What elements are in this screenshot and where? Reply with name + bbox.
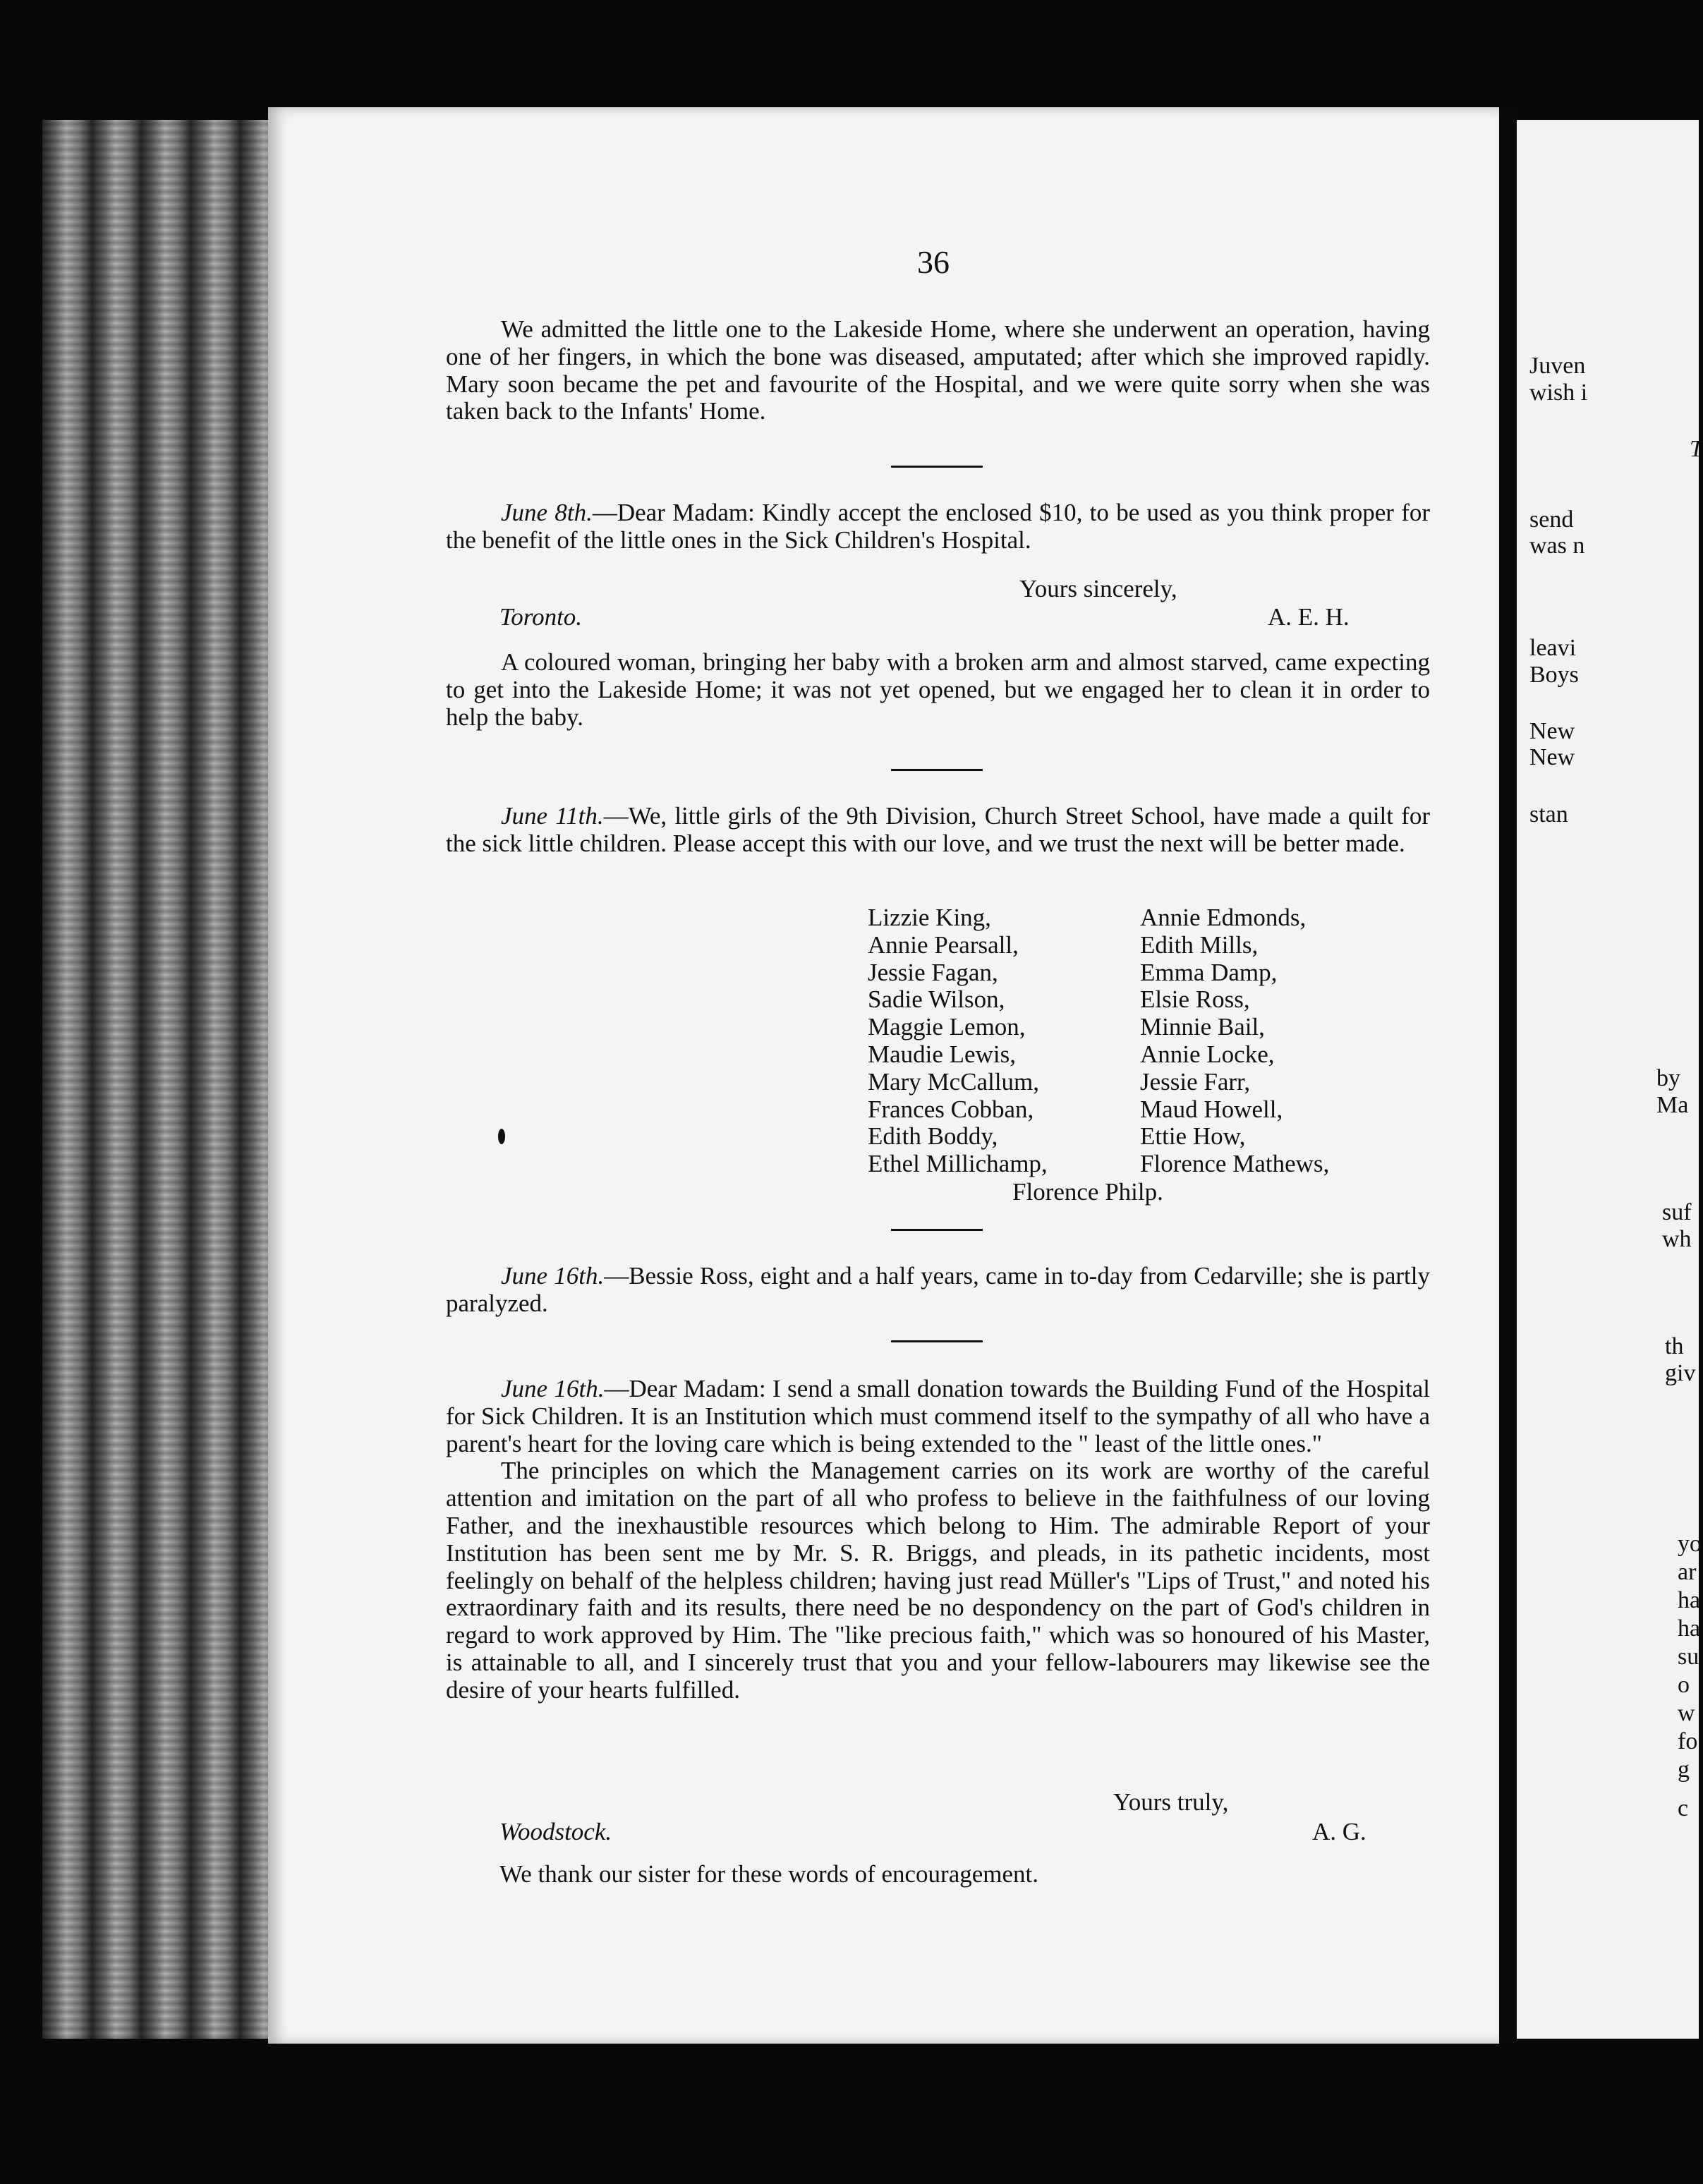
entry-june-11 — [446, 803, 1430, 858]
name: Maudie Lewis, — [868, 1040, 1016, 1068]
fragment-line: yo — [1678, 1531, 1702, 1557]
fragment-line: fo — [1678, 1728, 1698, 1754]
name: Annie Locke, — [1140, 1040, 1275, 1068]
fragment-line: leavi — [1529, 635, 1577, 661]
book-page-edges — [42, 120, 275, 2039]
name: Annie Pearsall, — [868, 930, 1019, 959]
entry-text: —We, little girls of the 9th Division, Church Street School, have made a quilt for the sick little children. Please accept this with our love, and we trust the next will be better made. — [446, 802, 1430, 857]
ink-spot — [498, 1129, 505, 1144]
fragment-line: wh — [1662, 1226, 1692, 1252]
names-column-right — [1140, 904, 1329, 1178]
fragment-line: New — [1529, 744, 1575, 770]
entry-text: —Dear Madam: Kindly accept the enclosed $10, to be used as you think proper for the benefit of the little ones in the Sick Children's Hospital. — [446, 499, 1431, 554]
name: Emma Damp, — [1140, 958, 1278, 986]
fragment-line: send — [1529, 506, 1574, 533]
name: Lizzie King, — [868, 904, 991, 931]
page-number: 36 — [917, 244, 950, 280]
place: Woodstock. — [499, 1818, 612, 1845]
entry-date: June 16th. — [501, 1262, 605, 1290]
fragment-line: o — [1678, 1672, 1690, 1698]
name: Maggie Lemon, — [868, 1013, 1026, 1041]
entry-june-16-bessie — [446, 1263, 1430, 1318]
book-gutter — [1499, 107, 1517, 2044]
name: Jessie Fagan, — [868, 958, 998, 986]
entry-date: June 16th. — [501, 1375, 605, 1402]
fragment-line: w — [1678, 1700, 1695, 1726]
fragment-line: New — [1529, 718, 1575, 744]
entry-date: June 11th. — [501, 802, 604, 830]
name: Minnie Bail, — [1140, 1013, 1265, 1041]
name: Florence Mathews, — [1140, 1150, 1330, 1178]
fragment-line: suf — [1662, 1199, 1692, 1225]
name: Annie Edmonds, — [1140, 904, 1307, 931]
paragraph-coloured-woman — [446, 649, 1430, 731]
entry-text: —Bessie Ross, eight and a half years, came in to-day from Cedarville; she is partly paralyzed. — [446, 1262, 1430, 1317]
name: Edith Boddy, — [868, 1122, 998, 1151]
name: Mary McCallum, — [868, 1067, 1040, 1096]
fragment-line: Boys — [1529, 662, 1579, 688]
fragment-line: wish i — [1529, 380, 1588, 406]
name: Elsie Ross, — [1140, 985, 1250, 1014]
fragment-line: Juven — [1529, 353, 1586, 379]
fragment-line: was n — [1529, 533, 1585, 559]
fragment-line: ar — [1678, 1559, 1697, 1585]
closing: Yours truly, — [1113, 1788, 1229, 1816]
signature: A. E. H. — [1268, 603, 1350, 631]
adjacent-page-fragment — [1517, 120, 1703, 2039]
fragment-line: T — [1690, 436, 1703, 462]
name-last: Florence Philp. — [1012, 1178, 1163, 1206]
signature: A. G. — [1312, 1818, 1366, 1845]
name: Sadie Wilson, — [868, 985, 1005, 1014]
paragraph-text: The principles on which the Management carries on its work are worthy of the careful attention and imitation on the part of all who profess to believe in the faithfulness of our loving Father, and the inexhaustible resources which belong to Him. The admirable Report of your Institution has been sent me by Mr. S. R. Briggs, and pleads, in its pathetic incidents, most feelingly on behalf of the helpless children; having just read Müller's "Lips of Trust," and noted his extraordinary faith and its results, there need be no despondency on the part of God's children in regard to work approved by Him. The "like precious faith," which was so honoured of his Master, is attainable to all, and I sincerely trust that you and your fellow-labourers may likewise see the desire of your hearts fulfilled. — [446, 1457, 1430, 1704]
fragment-line: by — [1656, 1065, 1680, 1091]
name: Ettie How, — [1140, 1122, 1246, 1151]
closing: Yours sincerely, — [1019, 575, 1177, 602]
place: Toronto. — [499, 603, 583, 631]
final-line: We thank our sister for these words of encouragement. — [499, 1860, 1039, 1888]
name: Edith Mills, — [1140, 930, 1259, 959]
fragment-line: g — [1678, 1757, 1690, 1783]
paragraph-text: We admitted the little one to the Lakeside Home, where she underwent an operation, having one of her fingers, in which the bone was diseased, amputated; after which she improved rapidly. Mary soon became the pet and favourite of the Hospital, and we were quite sorry when she was taken back to the Infants' Home. — [446, 315, 1430, 425]
entry-date: June 8th. — [501, 499, 593, 526]
section-divider — [891, 466, 983, 468]
name: Jessie Farr, — [1140, 1067, 1251, 1096]
section-divider — [891, 769, 983, 771]
fragment-line: ha — [1678, 1615, 1701, 1642]
name: Ethel Millichamp, — [868, 1150, 1048, 1178]
name: Maud Howell, — [1140, 1095, 1283, 1123]
entry-june-8 — [446, 499, 1430, 554]
entry-text: —Dear Madam: I send a small donation towards the Building Fund of the Hospital for Sick Children. It is an Institution which must commend itself to the sympathy of all who have a parent's heart for the loving care which is being extended to the " least of the little ones." — [446, 1375, 1430, 1457]
section-divider — [891, 1340, 983, 1342]
fragment-line: stan — [1529, 801, 1568, 827]
fragment-line: giv — [1665, 1360, 1696, 1386]
fragment-line: c — [1678, 1795, 1689, 1821]
fragment-line: su — [1678, 1644, 1699, 1670]
paragraph-text: A coloured woman, bringing her baby with a broken arm and almost starved, came expecting to get into the Lakeside Home; it was not yet opened, but we engaged her to clean it in order to help the baby. — [446, 648, 1430, 731]
section-divider — [891, 1229, 983, 1231]
paragraph-lakeside-home — [446, 316, 1430, 425]
entry-june-16-letter — [446, 1376, 1430, 1704]
fragment-line: ha — [1678, 1587, 1701, 1613]
fragment-line: Ma — [1656, 1092, 1689, 1118]
fragment-line: th — [1665, 1333, 1684, 1359]
names-column-left — [868, 904, 1048, 1178]
name: Frances Cobban, — [868, 1095, 1034, 1123]
